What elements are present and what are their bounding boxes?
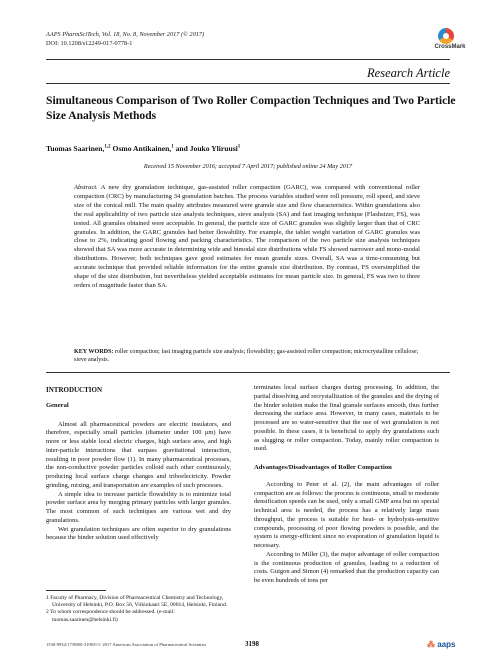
aaps-logo bbox=[427, 640, 455, 649]
footnote-correspondence: 2 To whom correspondence should be addressed. (e-mail: tuomas.saarinen@helsinki.fi) bbox=[46, 609, 175, 623]
introduction-heading: INTRODUCTION bbox=[46, 386, 103, 394]
author-name: Tuomas Saarinen, bbox=[46, 144, 105, 153]
paragraph: According to Miller (3), the major advantage of roller compaction is the continuous production of granules, leading to a reduction of costs. Guigon and Simon (4) remarked that the production capacity can be even hundreds of tons per bbox=[254, 550, 439, 584]
page-number: 3198 bbox=[245, 640, 259, 648]
right-column bbox=[254, 384, 439, 586]
article-title: Simultaneous Comparison of Two Roller Compaction Techniques and Two Particle Size Analysis Methods bbox=[46, 94, 456, 122]
author-affiliation: 1 bbox=[237, 144, 241, 150]
author-affiliation: 1,2 bbox=[104, 144, 111, 150]
author-list bbox=[46, 144, 240, 153]
paragraph: Almost all pharmaceutical powders are electric insulators, and therefore, especially small particles (diameter under 100 μm) have more or less stable local electric charges, high surface area, and high inter-particle interactions that surpass gravitational interaction, resulting in poor powder flow (1). In many pharmaceutical processes, the non-conductive powder particles colloid each other continuously, producing local surface charge changes and triboelectricity. Powder grinding, mixing, and transportation are examples of such processes. bbox=[46, 420, 231, 489]
keywords bbox=[74, 348, 420, 364]
author-affiliation: 1 bbox=[171, 144, 174, 150]
crossmark-label: CrossMark bbox=[434, 44, 466, 50]
journal-info bbox=[46, 31, 204, 48]
abstract-text: A new dry granulation technique, gas-assisted roller compaction (GARC), was compared with conventional roller compaction (CRC) by manufacturing 34 granulation batches. The process variables studied were roll pressure, roll speed, and sieve size of the conical mill. The main quality attributes measured were granule size and flow characteristics. Within granulations also the real applicability of two particle size analysis techniques, sieve analysis (SA) and fast imaging technique (Flashsizer, FS), was tested. All granules obtained were acceptable. In general, the particle size of GARC granules was slightly larger than that of CRC granules. In addition, the GARC granules had better flowability. For example, the tablet weight variation of GARC granules was close to 2%, indicating good flowing and packing characteristics. The comparison of the two particle size analysis techniques showed that SA was more accurate in determining wide and bimodal size distributions while FS showed narrower and mono-modal distributions. However, both techniques gave good estimates for mean granule sizes. Overall, SA was a time-consuming but accurate technique that provided reliable information for the entire granule size distribution. By contrast, FS oversimplified the shape of the size distribution, but nevertheless yielded acceptable estimates for mean particle size. In general, FS was two to three orders of magnitude faster than SA. bbox=[74, 184, 420, 289]
header-rule bbox=[46, 59, 450, 60]
issn-copyright: 1530-9932/17/0800-3198/0 © 2017 American Association of Pharmaceutical Scientists bbox=[46, 642, 207, 647]
keywords-label: KEY WORDS: bbox=[74, 349, 114, 355]
crossmark-icon bbox=[438, 28, 454, 44]
journal-line: AAPS PharmSciTech, Vol. 18, No. 8, November 2017 (© 2017) bbox=[46, 31, 205, 38]
paragraph: According to Peter et al. (2), the main advantages of roller compaction are as follows: the process is continuous, small to moderate densification speeds can be used, only a small GMP area but no special technical area is needed, the process has a relatively large mass throughput, the process is suitable for heat- or hydrolysis-sensitive compounds, processing of poor flowing powders is possible, and the system is energy-efficient since no evaporation of granulation liquid is necessary. bbox=[254, 480, 439, 549]
received-dates: Received 15 November 2016; accepted 7 April 2017; published online 24 May 2017 bbox=[143, 163, 353, 170]
author-name: and Jouko Yliruusi bbox=[173, 144, 238, 153]
left-column bbox=[46, 386, 231, 543]
paragraph: terminates local surface charges during processing. In addition, the partial dissolving and recrystallization of the granules and the drying of the binder solution make the final granule surfaces smooth, thus further decreasing the surface area. However, in many cases, materials to be processed are so water-sensitive that the use of wet granulation is not possible. In these cases, it is beneficial to apply dry granulations such as slugging or roller compaction. Today, mainly roller compaction is used. bbox=[254, 384, 439, 453]
section-type: Research Article bbox=[367, 66, 450, 80]
footnotes bbox=[46, 595, 231, 624]
logo-text: aaps bbox=[437, 640, 456, 649]
abstract-rule bbox=[46, 372, 450, 373]
advantages-heading: Advantages/Disadvantages of Roller Compaction bbox=[254, 464, 392, 471]
doi: DOI: 10.1208/s12249-017-0778-1 bbox=[46, 39, 133, 47]
footnote-rule bbox=[46, 590, 106, 591]
general-heading: General bbox=[46, 401, 69, 409]
author-name: Osmo Antikainen, bbox=[110, 144, 172, 153]
abstract-label: Abstract. bbox=[74, 184, 98, 191]
paragraph: A simple idea to increase particle flowability is to minimize total powder surface area by merging primary particles with larger granules. The most common of such techniques are various wet and dry granulations. bbox=[46, 490, 231, 524]
footnote-affiliation: 1 Faculty of Pharmacy, Division of Pharmaceutical Chemistry and Technology, University of Helsinki, P.O. Box 56, Viikinkaari 5E, 00014, Helsinki, Finland. bbox=[46, 595, 228, 609]
paragraph: Wet granulation techniques are often superior to dry granulations because the binder solution used effectively bbox=[46, 525, 231, 542]
abstract bbox=[74, 184, 420, 291]
section-rule bbox=[46, 83, 450, 84]
keywords-text: roller compaction; fast imaging particle size analysis; flowability; gas-assisted roller compaction; microcrystalline cellulose; sieve analysis. bbox=[74, 349, 419, 363]
crossmark-badge[interactable] bbox=[426, 28, 474, 54]
logo-mark-icon: ⁂ bbox=[427, 640, 435, 649]
